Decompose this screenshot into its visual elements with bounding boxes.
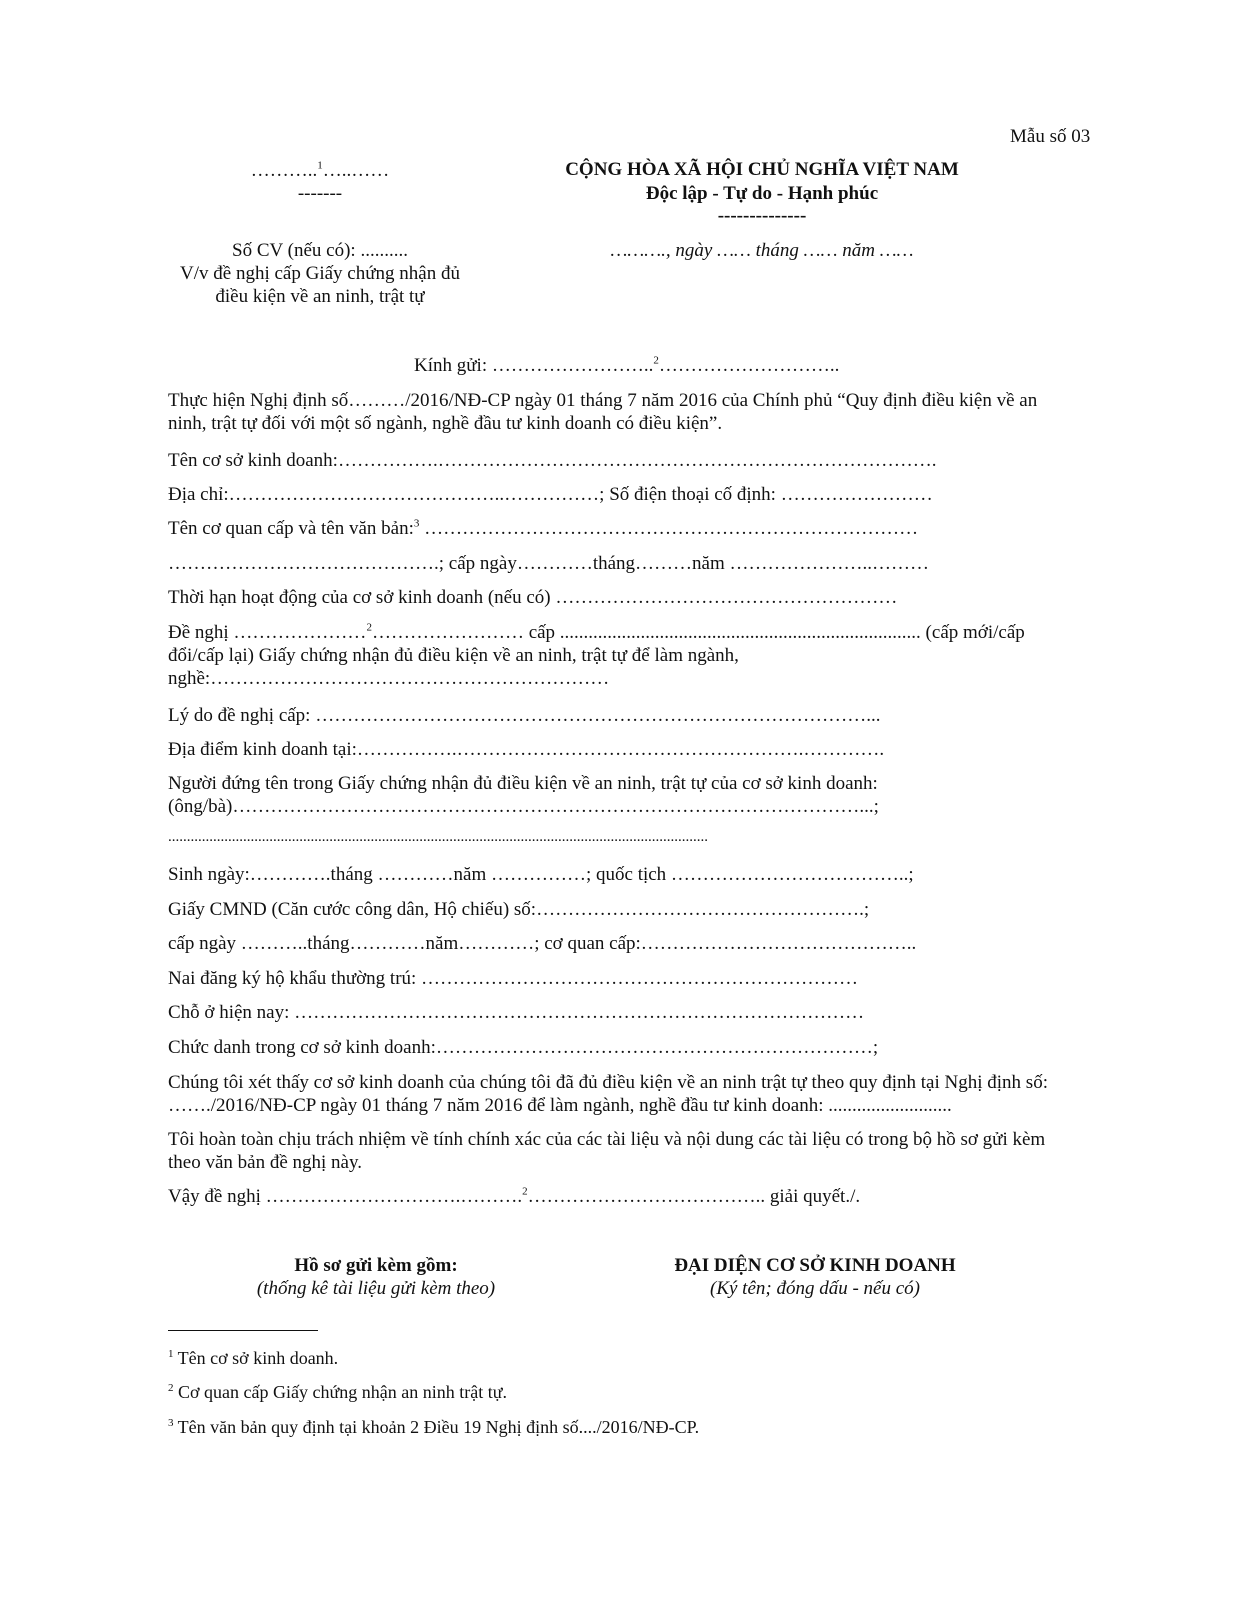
- business-name-field: Tên cơ sở kinh doanh:…………….…………………………………………………………………….: [168, 450, 937, 471]
- motto-underline: --------------: [717, 205, 807, 226]
- holder-line-1: Người đứng tên trong Giấy chứng nhận đủ điều kiện về an ninh, trật tự của cơ sở kinh doanh:: [168, 773, 878, 794]
- reason-field: Lý do đề nghị cấp: ……………………………………………………………………………...: [168, 705, 881, 726]
- id-card-field: Giấy CMND (Căn cước công dân, Hộ chiếu) số:…………………………………………….;: [168, 899, 870, 920]
- organization-underline: -------: [297, 183, 343, 204]
- issuer-field: Tên cơ quan cấp và tên văn bản:$^3$ ……………………………………………………………………: [168, 517, 919, 539]
- country-name: CỘNG HÒA XÃ HỘI CHỦ NGHĨA VIỆT NAM: [565, 159, 959, 180]
- dotted-line: ................................................................................................................................................: [168, 829, 708, 845]
- organization-name: ………..$^1$…..……: [250, 159, 390, 181]
- request-line-1: Đề nghị …………………$^2$…………………… cấp ............................................................................ (cấp mới/cấp: [168, 621, 1025, 643]
- representative-note: (Ký tên; đóng dấu - nếu có): [710, 1278, 920, 1299]
- national-motto: Độc lập - Tự do - Hạnh phúc: [645, 183, 879, 204]
- representative-title: ĐẠI DIỆN CƠ SỞ KINH DOANH: [674, 1255, 956, 1276]
- intro-line-2: ninh, trật tự đối với một số ngành, nghề đầu tư kinh doanh có điều kiện”.: [168, 413, 723, 434]
- form-number: Mẫu số 03: [1010, 126, 1091, 147]
- request-line-3: nghề:………………………………………………………: [168, 668, 610, 689]
- subject-line-2: điều kiện về an ninh, trật tự: [215, 286, 425, 307]
- request-line-2: đổi/cấp lại) Giấy chứng nhận đủ điều kiện về an ninh, trật tự để làm ngành,: [168, 645, 739, 666]
- id-issue-field: cấp ngày ………..tháng…………năm…………; cơ quan cấp:……………………………………..: [168, 933, 917, 954]
- attachments-note: (thống kê tài liệu gửi kèm theo): [256, 1278, 496, 1299]
- holder-line-2: (ông/bà)………………………………………………………………………………………...;: [168, 796, 879, 817]
- position-field: Chức danh trong cơ sở kinh doanh:……………………………………………………………;: [168, 1037, 879, 1058]
- birth-field: Sinh ngày:………….tháng …………năm ……………; quốc tịch ………………………………..;: [168, 864, 914, 885]
- footnote-3: $^3$ Tên văn bản quy định tại khoản 2 Điều 19 Nghị định số..../2016/NĐ-CP.: [168, 1417, 700, 1437]
- location-field: Địa điểm kinh doanh tại:…………….……………………………………………….………….: [168, 739, 885, 760]
- issue-date-field: …………………………………….; cấp ngày…………tháng………năm …………………..………: [168, 553, 930, 574]
- residence-field: Nai đăng ký hộ khẩu thường trú: ……………………………………………………………: [168, 968, 859, 989]
- date-line: ………., ngày …… tháng …… năm ……: [610, 240, 914, 261]
- footnote-2: $^2$ Cơ quan cấp Giấy chứng nhận an ninh trật tự.: [168, 1382, 507, 1402]
- intro-line-1: Thực hiện Nghị định số………/2016/NĐ-CP ngày 01 tháng 7 năm 2016 của Chính phủ “Quy định điều kiện về an: [168, 390, 1038, 411]
- responsibility-line-1: Tôi hoàn toàn chịu trách nhiệm về tính chính xác của các tài liệu và nội dung các tài liệu có trong bộ hồ sơ gửi kèm: [168, 1129, 1046, 1150]
- footnote-1: $^1$ Tên cơ sở kinh doanh.: [168, 1348, 339, 1368]
- conclusion-line-1: Chúng tôi xét thấy cơ sở kinh doanh của chúng tôi đã đủ điều kiện về an ninh trật tự theo quy định tại Nghị định số:: [168, 1072, 1048, 1093]
- conclusion-line-2: ……./2016/NĐ-CP ngày 01 tháng 7 năm 2016 để làm ngành, nghề đầu tư kinh doanh: ..........................: [168, 1095, 952, 1116]
- duration-field: Thời hạn hoạt động của cơ sở kinh doanh (nếu có) ………………………………………………: [168, 587, 898, 608]
- subject-line-1: V/v đề nghị cấp Giấy chứng nhận đủ: [180, 263, 460, 284]
- address-field: Địa chỉ:……………………………………..……………; Số điện thoại cố định: ……………………: [168, 484, 933, 505]
- final-request-line: Vậy đề nghị ………………………….……….$^2$……………………………….. giải quyết./.: [168, 1185, 861, 1207]
- footnote-rule: [168, 1330, 318, 1331]
- current-address-field: Chỗ ở hiện nay: ………………………………………………………………………………: [168, 1002, 865, 1023]
- attachments-title: Hồ sơ gửi kèm gồm:: [294, 1255, 458, 1276]
- document-number: Số CV (nếu có): ..........: [232, 240, 408, 261]
- responsibility-line-2: theo văn bản đề nghị này.: [168, 1152, 362, 1173]
- recipient-line: Kính gửi: ……………………..$^2$………………………..: [414, 354, 840, 376]
